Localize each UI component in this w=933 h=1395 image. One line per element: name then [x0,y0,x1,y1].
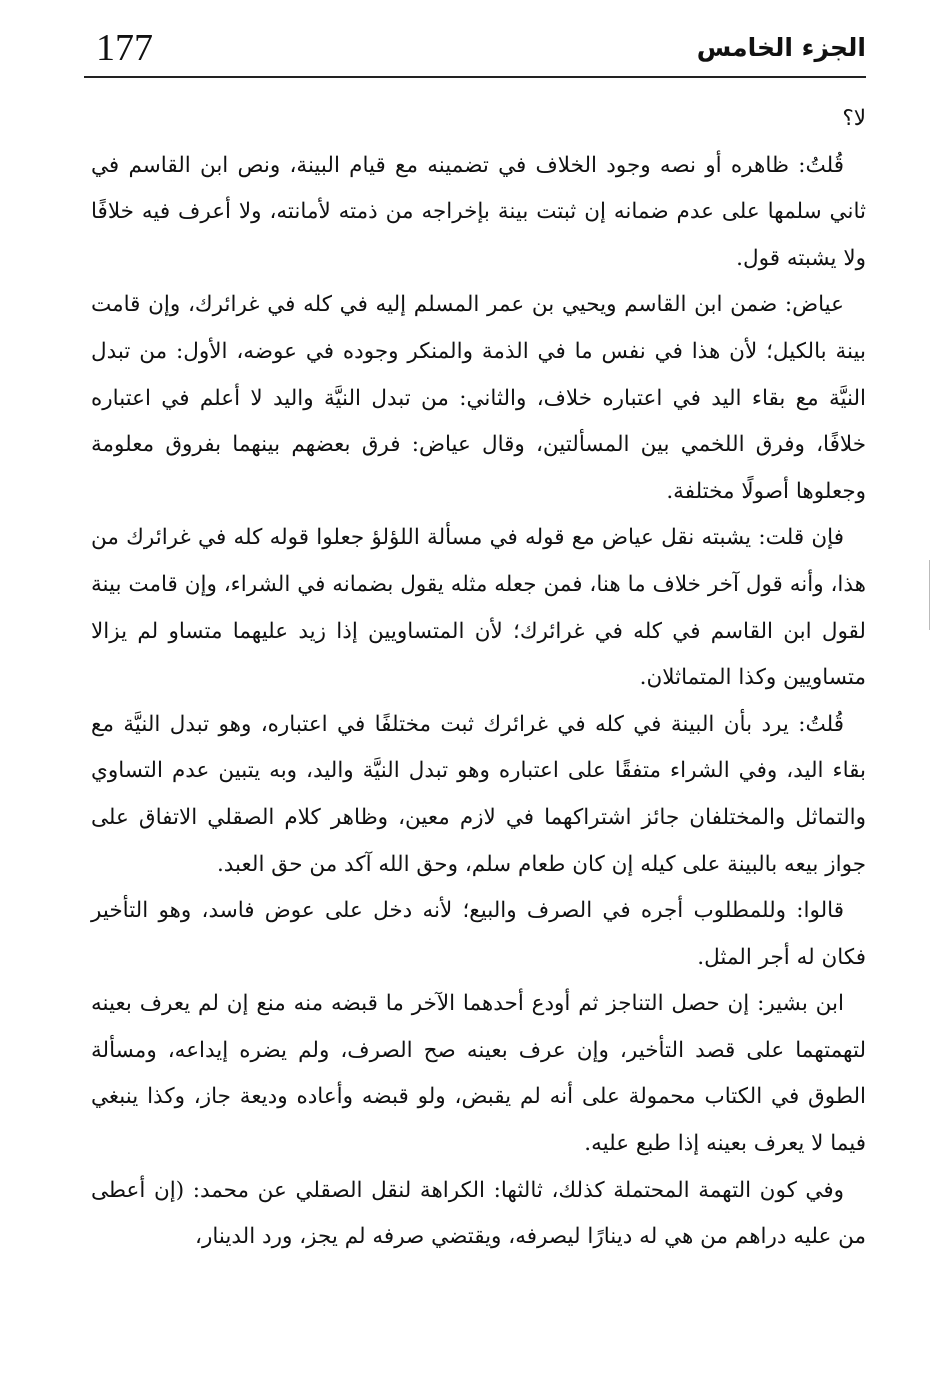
paragraph: قُلتُ: ظاهره أو نصه وجود الخلاف في تضمينه مع قيام البينة، ونص ابن القاسم في ثاني سلمها على عدم ضمانه إن ثبتت بينة بإخراجه من ذمته لأمانته، ولا أعرف فيه خلافًا ولا يشبته قول. [91,152,866,271]
page-header [84,22,866,72]
paragraph: وفي كون التهمة المحتملة كذلك، ثالثها: الكراهة لنقل الصقلي عن محمد: (إن أعطى من عليه دراهم من هي له دينارًا ليصرفه، ويقتضي صرفه لم يجز، ورد الدينار، [91,1177,866,1250]
scan-edge-mark [929,560,930,630]
paragraph: عياض: ضمن ابن القاسم ويحيي بن عمر المسلم إليه في كله في غرائرك، وإن قامت بينة بالكيل؛ لأن هذا في نفس ما في الذمة والمنكر وجوده في عوضه، الأول: من تبدل النيَّة مع بقاء اليد في اعتباره خلاف، والثاني: من تبدل النيَّة واليد لا أعلم في اعتباره خلافًا، وفرق اللخمي بين المسألتين، وقال عياض: فرق بعضهم بينهما بفروق معلومة وجعلوها أصولًا مختلفة. [91,292,866,504]
body-text [91,96,866,1366]
paragraph: فإن قلت: يشبته نقل عياض مع قوله في مسألة اللؤلؤ جعلوا قوله كله في غرائرك من هذا، وأنه قول آخر خلاف ما هنا، فمن جعله مثله يقول بضمانه في الشراء، وإن قامت بينة لقول ابن القاسم في كله في غرائرك؛ لأن المتساويين إذا زيد عليهما متساو لم يزالا متساويين وكذا المتماثلان. [91,525,866,691]
page-number: 177 [96,27,153,69]
paragraph: قُلتُ: يرد بأن البينة في كله في غرائرك ثبت مختلفًا في اعتباره، وهو تبدل النيَّة مع بقاء اليد، وفي الشراء متفقًا على اعتباره وهو تبدل النيَّة واليد، وبه يتبين عدم التساوي والتماثل والمختلفان جائز اشتراكهما في لازم معين، وظاهر كلام الصقلي الاتفاق على جواز بيعه بالبينة على كيله إن كان طعام سلم، وحق الله آكد من حق العبد. [91,711,866,877]
running-title: الجزء الخامس [696,33,866,62]
paragraph: لا؟ [842,106,866,131]
paragraph: ابن بشير: إن حصل التناجز ثم أودع أحدهما الآخر ما قبضه منه منع إن لم يعرف بعينه لتهمتهما على قصد التأخير، وإن عرف بعينه صح الصرف، ولم يضره إيداعه، ومسألة الطوق في الكتاب محمولة على أنه لم يقبض، ولو قبضه وأعاده وديعة جاز، وكذا ينبغي فيما لا يعرف بعينه إذا طبع عليه. [91,991,866,1157]
header-divider [84,76,866,78]
paragraph: قالوا: وللمطلوب أجره في الصرف والبيع؛ لأنه دخل على عوض فاسد، وهو التأخير فكان له أجر المثل. [91,898,866,970]
